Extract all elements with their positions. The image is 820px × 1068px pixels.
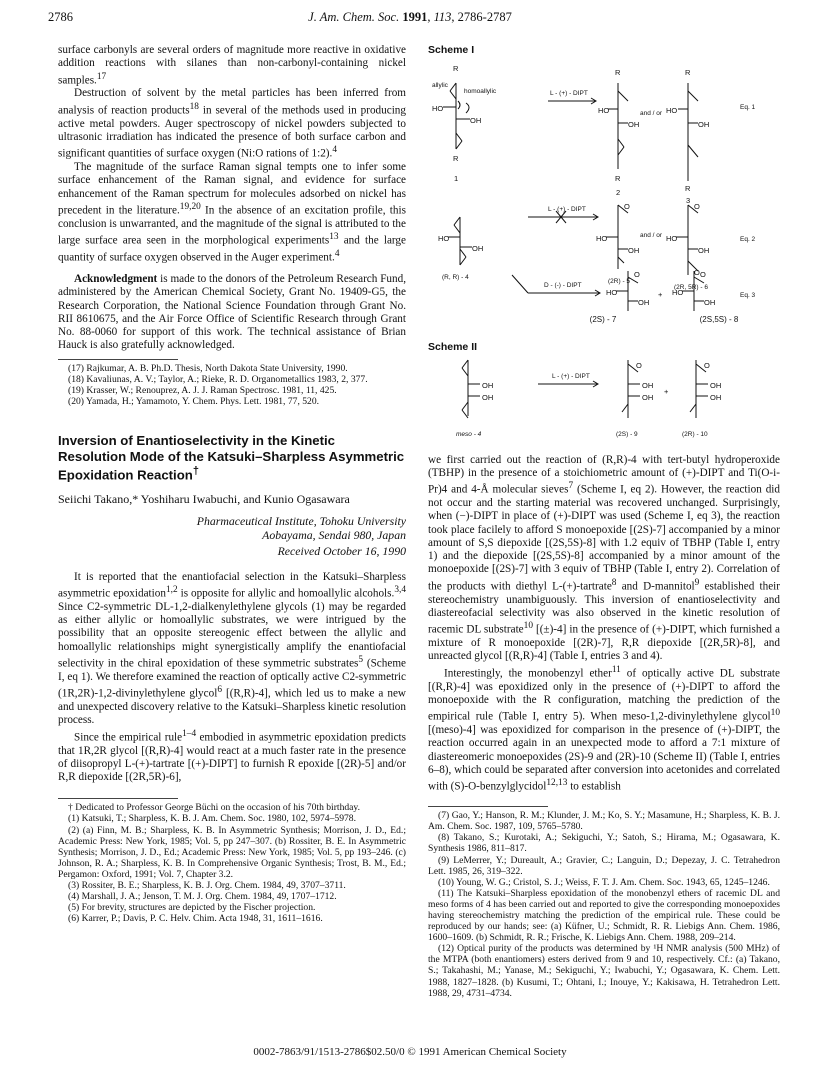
oh-label: OH xyxy=(482,380,494,390)
scheme-2-diagram xyxy=(428,354,780,446)
footnote: (17) Rajkumar, A. B. Ph.D. Thesis, North Dakota State University, 1990. xyxy=(68,362,348,374)
o-label: O xyxy=(694,202,700,212)
footnote: (10) Young, W. G.; Cristol, S. J.; Weiss, F. T. J. Am. Chem. Soc. 1943, 65, 1245–1246. xyxy=(438,876,770,888)
o-label: O xyxy=(704,360,710,370)
plus-sign: + xyxy=(658,290,663,300)
paragraph: The magnitude of the surface Raman signal tempts one to infer some surface enhancement of the Raman signal, and evidence for surface enhancement of the Raman spectrum for molecules adsorbed on nickel has precedent in the literature.$^{19,20}$ In the absence of an excitation profile, this conclusion is unwarranted, and the magnitude of the signal is attributed to the large surface area seen in the morphological experiments$^{13}$ and the large quantity of surface oxygen observed in the Auger experiment.$^4$ xyxy=(58,161,406,264)
footnote: (20) Yamada, H.; Yamamoto, Y. Chem. Phys. Lett. 1981, 77, 520. xyxy=(68,395,320,407)
footnote: (2) (a) Finn, M. B.; Sharpless, K. B. In Asymmetric Synthesis; Morrison, J. D., Ed.; Academic Press: New York, 1985; Vol. 5, pp 247–307. (b) Rossiter, B. E. In Asymmetric Synthesis; Morrison, J. D., Ed.; Academic Press: New York, 1985; Vol. 5, pp 193–246. (c) Johnson, R. A.; Sharpless, K. B. In Comprehensive Organic Synthesis; Trost, B. M., Ed.; Pergamon: Oxford, 1991; Vol. 7, Chapter 3.2. xyxy=(58,824,406,880)
acknowledgment: Acknowledgment is made to the donors of the Petroleum Research Fund, administered by the American Chemical Society, Grant No. 19409-G5, the Research Corporation, the National Science Foundation through Grant No. RII 8610675, and the Air Force Office of Scientific Research through Grant No. 88-0060 for support of this work. The technical assistance of Brian Hauck is also gratefully acknowledged. xyxy=(58,273,406,352)
compound-meso-4-label: meso - 4 xyxy=(456,430,482,438)
reference-list xyxy=(58,363,406,407)
reagent-label: L - (+) - DIPT xyxy=(550,90,588,98)
left-column xyxy=(58,44,406,924)
divider xyxy=(428,806,548,807)
footnote: † Dedicated to Professor George Büchi on the occasion of his 70th birthday. xyxy=(68,802,361,814)
journal-citation: J. Am. Chem. Soc. 1991, 113, 2786-2787 xyxy=(308,10,512,24)
o-label: O xyxy=(636,360,642,370)
eq-1-label: Eq. 1 xyxy=(740,104,756,112)
r-label: R xyxy=(453,64,459,74)
compound-8-label: (2S,5S) - 8 xyxy=(699,315,739,325)
scheme-2-title: Scheme II xyxy=(428,340,478,353)
footnote: (18) Kavaliunas, A. V.; Taylor, A.; Rieke, R. D. Organometallics 1983, 2, 377. xyxy=(68,373,368,385)
footnote-list xyxy=(58,802,406,924)
article-title: Inversion of Enantioselectivity in the Kinetic Resolution Mode of the Katsuki–Sharpless Asymmetric Epoxidation Reaction† xyxy=(58,433,405,483)
eq-3-label: Eq. 3 xyxy=(740,292,756,300)
ho-label: HO xyxy=(606,288,618,298)
paragraph: Interestingly, the monobenzyl ether$^{11}$ of optically active DL substrate [(R,R)-4] was epoxidized only in the presence of (+)-DIPT to afford the monoepoxide with the R configuration, matching the prediction of the empirical rule (Table I, entry 5). When meso-1,2-divinylethylene glycol$^{10}$ [(meso)-4] was epoxidized for comparison in the presence of (+)-DIPT, the reaction occurred again in an unexpected mode to afford a 7:1 mixture of diastereomeric monoepoxides (2S)-9 and (2R)-10 (Scheme II) (Table I, entries 6–8), which could be separated after conversion into acetonides and correlated with (S)-O-benzylglycidol$^{12,13}$ to establish xyxy=(428,664,780,793)
footnote-list xyxy=(428,810,780,999)
paragraph: we first carried out the reaction of (R,R)-4 with tert-butyl hydroperoxide (TBHP) in the presence of a stoichiometric amount of (+)-DIPT and Ti(O-i-Pr)4 and 4-Å molecular sieves$^7$ (Scheme I, eq 2). However, the reaction did not occur and the starting material was recovered unchanged. Surprisingly, when (−)-DIPT in place of (+)-DIPT was used (Scheme I, eq 3), the reaction took place facilely to afford S monoepoxide [(2S)-7] accompanied by a minor amount of S,S diepoxide [(2S,5S)-8] with 1.2 equiv of TBHP (Table I, entry 1) and the diepoxide [(2S,5S)-8] accompanied by a minor amount of the monoepoxide [(2S)-7] with 3 equiv of TBHP (Table I, entry 2). Correlation of the products with diethyl L-(+)-tartrate$^8$ and D-mannitol$^9$ established their stereochemistry unambiguously. This inversion of enantioselectivity and diastereofacial selectivity was also observed in the kinetic resolution of racemic DL substrate$^{10}$ [(±)-4] in the presence of (+)-DIPT, which furnished a mixture of R monoepoxide [(2R)-7], R,R diepoxide [(2R,5R)-8], and unreacted glycol [(R,R)-4] (Table I, entries 3 and 4). xyxy=(428,453,781,663)
footnote: (19) Krasser, W.; Renouprez, A. J. J. Raman Spectrosc. 1981, 11, 425. xyxy=(68,384,337,396)
r-label: R xyxy=(685,184,691,194)
paragraph: surface carbonyls are several orders of magnitude more reactive in oxidative addition reactions with silanes than non-carbonyl-containing nickel samples.$^{17}$ xyxy=(58,44,406,87)
r-label: R xyxy=(453,154,459,164)
footnote: (7) Gao, Y.; Hanson, R. M.; Klunder, J. M.; Ko, S. Y.; Masamune, H.; Sharpless, K. B. J. Am. Chem. Soc. 1987, 109, 5765–5780. xyxy=(428,810,780,833)
scheme-1-bottom-labels xyxy=(428,313,780,326)
plus-sign: + xyxy=(664,386,669,396)
oh-label: OH xyxy=(638,298,650,308)
footnote: (9) LeMerrer, Y.; Dureault, A.; Gravier, C.; Languin, D.; Depezay, J. C. Tetrahedron Lett. 1985, 26, 319–322. xyxy=(428,854,780,877)
divider xyxy=(58,798,178,799)
compound-7-label: (2S) - 7 xyxy=(589,315,617,325)
r-label: R xyxy=(685,68,691,78)
oh-label: OH xyxy=(698,246,710,256)
journal-year: 1991 xyxy=(402,10,428,24)
eq-2-label: Eq. 2 xyxy=(740,236,756,244)
footnote: (3) Rossiter, B. E.; Sharpless, K. B. J. Org. Chem. 1984, 49, 3707–3711. xyxy=(68,880,346,892)
compound-3-label: 3 xyxy=(686,196,691,206)
o-label: O xyxy=(634,270,640,280)
ho-label: HO xyxy=(438,234,450,244)
footnote: (6) Karrer, P.; Davis, P. C. Helv. Chim. Acta 1948, 31, 1611–1616. xyxy=(68,913,323,925)
reagent-label: D - (-) - DIPT xyxy=(544,282,582,290)
oh-label: OH xyxy=(710,380,722,390)
reagent-label: L - (+) - DIPT xyxy=(548,206,586,214)
paragraph: It is reported that the enantiofacial selection in the Katsuki–Sharpless asymmetric epoxidation$^{1,2}$ is opposite for allylic and homoallylic alcohols.$^{3,4}$ Since C2-symmetric DL-1,2-dialkenylethylene glycols (1) may be regarded as either allylic or homoallylic substrates, we were intrigued by the possibility that an opposite stereogenic effect between the allylic and homoallylic relationships might synergistically amplify the enantiofacial selectivity in the chiral epoxidation of these symmetric substrates$^5$ (Scheme I, eq 1). We therefore examined the reaction of optically active C2-symmetric (1R,2R)-1,2-divinylethylene glycol$^6$ [(R,R)-4], which led us to make a new and unexpected discovery relative to the Katsuki–Sharpless kinetic resolution process. xyxy=(58,570,406,727)
paragraph: Destruction of solvent by the metal particles has been inferred from analysis of reaction products$^{18}$ in several of the methods used in producing active metal powders. Auger spectroscopy of nickel powders subjected to ultrasonic irradiation has indicated the presence of both surface carbon and significant quantities of surface oxygen (Ni:O rations of 1:2).$^4$ xyxy=(58,87,406,160)
footnote: (12) Optical purity of the products was determined by ¹H NMR analysis (500 MHz) of the MTPA (both enantiomers) esters derived from 9 and 10, respectively. Cf.: (a) Takano, S.; Takahashi, M.; Yanase, M.; Sekiguchi, Y.; Iwabuchi, Y.; Ogasawara, K. Chem. Lett. 1988, 1827–1828. (b) Kusumi, T.; Ohtani, I.; Inouye, Y.; Kakisawa, H. Tetrahedron Lett. 1988, 29, 4731–4734. xyxy=(428,943,780,999)
o-label: O xyxy=(700,270,706,280)
oh-label: OH xyxy=(642,392,654,402)
ho-label: HO xyxy=(666,234,678,244)
footnote: (11) The Katsuki–Sharpless epoxidation of the monobenzyl ethers of racemic DL and meso forms of 4 has been carried out and reported to give the corresponding monoepoxides having stereochemistry matching the prediction of the empirical rule. These could be reproduced by our hands; see: (a) Küfner, U.; Schmidt, R. R. Liebigs Ann. Chem. 1986, 1600–1609. (b) Schmidt, R. R.; Frische, K. Liebigs Ann. Chem. 1988, 209–214. xyxy=(428,887,780,944)
divider xyxy=(58,359,178,360)
right-column xyxy=(428,44,780,999)
footnote: (5) For brevity, structures are depicted by the Fischer projection. xyxy=(68,902,316,914)
journal-pages: 2786-2787 xyxy=(457,10,512,24)
compound-4-label: (R, R) - 4 xyxy=(442,274,469,282)
journal-name: J. Am. Chem. Soc. xyxy=(308,10,400,24)
compound-1-label: 1 xyxy=(454,174,459,184)
reagent-label: L - (+) - DIPT xyxy=(552,372,590,380)
homoallylic-label: homoallylic xyxy=(464,88,497,96)
oh-label: OH xyxy=(704,298,716,308)
o-label: O xyxy=(694,268,700,278)
oh-label: OH xyxy=(472,244,484,254)
paragraph: Since the empirical rule$^{1-4}$ embodied in asymmetric epoxidation predicts that 1R,2R glycol [(R,R)-4] would react at a much faster rate in the presence of diisopropyl L-(+)-tartrate [(+)-DIPT] to furnish R epoxide [(2R)-5] and/or R,R diepoxide [(2R,5R)-6], xyxy=(58,728,406,784)
footnote: (1) Katsuki, T.; Sharpless, K. B. J. Am. Chem. Soc. 1980, 102, 5974–5978. xyxy=(68,813,356,825)
received-date: Received October 16, 1990 xyxy=(277,544,406,559)
ho-label: HO xyxy=(666,106,678,116)
o-label: O xyxy=(624,202,630,212)
compound-2-label: 2 xyxy=(616,188,621,198)
scheme-1-diagram xyxy=(428,57,780,315)
r-label: R xyxy=(615,174,621,184)
page-number: 2786 xyxy=(48,10,73,24)
allylic-label: allylic xyxy=(432,82,448,90)
ho-label: HO xyxy=(596,234,608,244)
compound-9-label: (2S) - 9 xyxy=(616,430,638,438)
article-authors: Seiichi Takano,* Yoshiharu Iwabuchi, and Kunio Ogasawara xyxy=(58,492,350,507)
oh-label: OH xyxy=(470,116,482,126)
oh-label: OH xyxy=(482,392,494,402)
oh-label: OH xyxy=(710,392,722,402)
journal-volume: 113 xyxy=(433,10,452,24)
compound-10-label: (2R) - 10 xyxy=(682,430,708,438)
oh-label: OH xyxy=(628,246,640,256)
and-or-label: and / or xyxy=(640,110,663,118)
footnote: (4) Marshall, J. A.; Jenson, T. M. J. Org. Chem. 1984, 49, 1707–1712. xyxy=(68,891,337,903)
compound-6-label: (2R, 5R) - 6 xyxy=(674,284,708,292)
r-label: R xyxy=(615,68,621,78)
ho-label: HO xyxy=(598,106,610,116)
ho-label: HO xyxy=(672,288,684,298)
running-header xyxy=(0,10,820,30)
compound-5-label: (2R) - 5 xyxy=(608,278,631,286)
oh-label: OH xyxy=(698,120,710,130)
ho-label: HO xyxy=(432,104,444,114)
footnote: (8) Takano, S.; Kurotaki, A.; Sekiguchi, Y.; Satoh, S.; Hirama, M.; Ogasawara, K. Synthesis 1986, 811–817. xyxy=(428,832,780,855)
scheme-1-title: Scheme I xyxy=(428,44,475,56)
and-or-label: and / or xyxy=(640,232,663,240)
oh-label: OH xyxy=(642,380,654,390)
affiliation: Pharmaceutical Institute, Tohoku University Aobayama, Sendai 980, Japan xyxy=(196,514,406,543)
page-footer: 0002-7863/91/1513-2786$02.50/0 © 1991 American Chemical Society xyxy=(253,1046,567,1058)
oh-label: OH xyxy=(628,120,640,130)
